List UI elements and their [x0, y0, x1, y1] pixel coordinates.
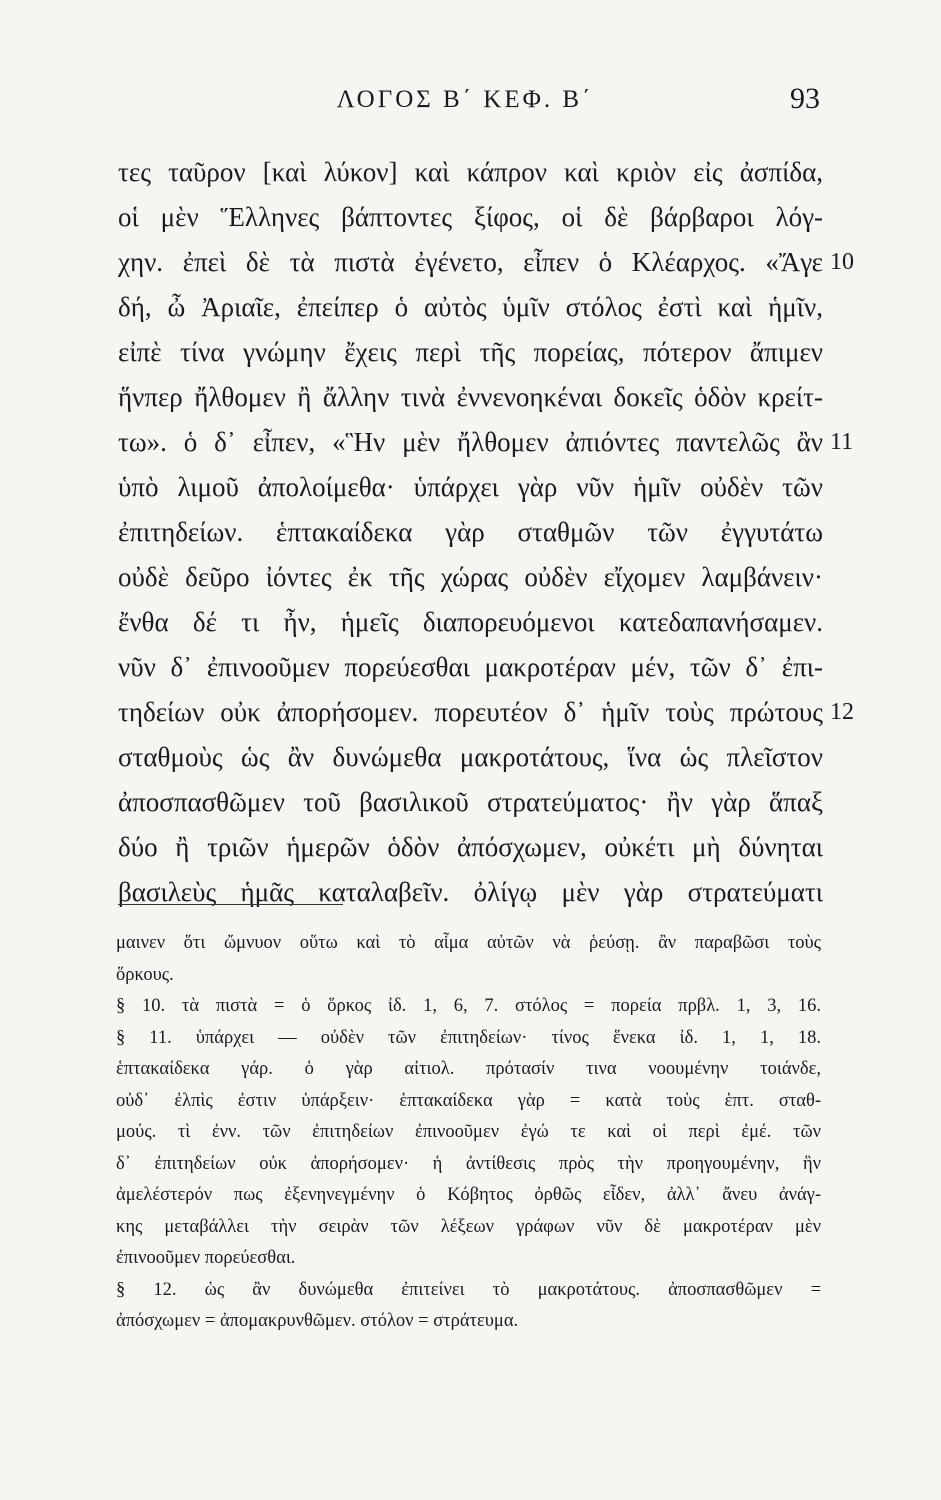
text-line-content: δύο ἢ τριῶν ἡμερῶν ὁδὸν ἀπόσχωμεν, οὐκέτι μὴ δύνηται	[118, 832, 823, 862]
text-line	[118, 510, 823, 555]
text-line-content: δή, ὦ Ἀριαῖε, ἐπείπερ ὁ αὐτὸς ὑμῖν στόλος ἐστὶ καὶ ἡμῖν,	[118, 292, 823, 322]
text-line-content: τηδείων οὐκ ἀπορήσομεν. πορευτέον δ᾽ ἡμῖν τοὺς πρώτους	[118, 697, 823, 727]
note-line: ὅρκους.	[116, 964, 174, 985]
section-number: 12	[830, 699, 854, 725]
page-number: 93	[790, 82, 820, 115]
text-line-content: βασιλεὺς ἡμᾶς καταλαβεῖν. ὀλίγῳ μὲν γὰρ στρατεύματι	[118, 877, 823, 907]
note-line: ἑπτακαίδεκα γάρ. ὁ γὰρ αἰτιολ. πρότασίν τινα νοουμένην τοιάνδε,	[116, 1059, 821, 1079]
text-line-content: οὐδὲ δεῦρο ἰόντες ἐκ τῆς χώρας οὐδὲν εἴχομεν λαμβάνειν·	[118, 562, 823, 592]
text-line-content: ὑπὸ λιμοῦ ἀπολοίμεθα· ὑπάρχει γὰρ νῦν ἡμῖν οὐδὲν τῶν	[118, 472, 823, 502]
main-text	[118, 150, 854, 915]
text-line	[118, 420, 854, 465]
note-line: μαινεν ὅτι ὤμνυον οὕτω καὶ τὸ αἷμα αὐτῶν νὰ ῥεύσῃ. ἂν παραβῶσι τοὺς	[116, 933, 821, 953]
note-line: κης μεταβάλλει τὴν σειρὰν τῶν λέξεων γράφων νῦν δὲ μακροτέραν μὲν	[116, 1216, 821, 1237]
text-line	[118, 780, 823, 825]
text-line	[118, 825, 823, 870]
text-line-content: ἔνθα δέ τι ἦν, ἡμεῖς διαπορευόμενοι κατεδαπανήσαμεν.	[118, 607, 823, 637]
text-line	[118, 690, 854, 735]
text-line	[118, 600, 823, 645]
note-line: δ᾽ ἐπιτηδείων οὐκ ἀπορήσομεν· ἡ ἀντίθεσις πρὸς τὴν προηγουμένην, ἣν	[116, 1153, 821, 1174]
section-number: 10	[830, 249, 854, 275]
text-line	[118, 285, 823, 330]
note-line: § 11. ὑπάρχει — οὐδὲν τῶν ἐπιτηδείων· τίνος ἕνεκα ἰδ. 1, 1, 18.	[116, 1027, 821, 1048]
note-line: ἐπινοοῦμεν πορεύεσθαι.	[116, 1248, 296, 1268]
commentary-notes	[116, 928, 821, 1338]
text-line-content: εἰπὲ τίνα γνώμην ἔχεις περὶ τῆς πορείας, πότερον ἄπιμεν	[118, 337, 823, 367]
text-line	[118, 150, 823, 195]
note-line: ἀμελέστερόν πως ἐξενηνεγμένην ὁ Κόβητος ὀρθῶς εἶδεν, ἀλλ᾽ ἄνευ ἀνάγ-	[116, 1185, 821, 1205]
text-line	[118, 735, 823, 780]
text-line	[118, 645, 823, 690]
note-line: § 10. τὰ πιστὰ = ὁ ὅρκος ἰδ. 1, 6, 7. στόλος = πορεία πρβλ. 1, 3, 16.	[116, 996, 821, 1016]
note-line: μούς. τὶ ἐνν. τῶν ἐπιτηδείων ἐπινοοῦμεν ἐγώ τε καὶ οἱ περὶ ἐμέ. τῶν	[116, 1122, 821, 1142]
text-line-content: σταθμοὺς ὡς ἂν δυνώμεθα μακροτάτους, ἵνα ὡς πλεῖστον	[118, 742, 823, 772]
text-line-content: ἐπιτηδείων. ἑπτακαίδεκα γὰρ σταθμῶν τῶν ἐγγυτάτω	[118, 517, 823, 547]
text-line	[118, 465, 823, 510]
text-line-content: ἀποσπασθῶμεν τοῦ βασιλικοῦ στρατεύματος· ἢν γὰρ ἅπαξ	[118, 787, 823, 817]
page-header	[110, 82, 820, 126]
text-line	[118, 375, 823, 420]
text-line-content: χην. ἐπεὶ δὲ τὰ πιστὰ ἐγένετο, εἶπεν ὁ Κλέαρχος. «Ἄγε	[118, 247, 823, 277]
text-line	[118, 555, 823, 600]
text-line	[118, 870, 823, 915]
text-line-content: τω». ὁ δ᾽ εἶπεν, «Ἣν μὲν ἤλθομεν ἀπιόντες παντελῶς ἂν	[118, 427, 823, 457]
text-line-content: ἥνπερ ἤλθομεν ἢ ἄλλην τινὰ ἐννενοηκέναι δοκεῖς ὁδὸν κρείτ-	[118, 382, 823, 412]
section-number: 11	[830, 429, 854, 455]
text-line-content: νῦν δ᾽ ἐπινοοῦμεν πορεύεσθαι μακροτέραν μέν, τῶν δ᾽ ἐπι-	[118, 652, 823, 682]
footnote-rule	[118, 904, 343, 905]
note-line: ἀπόσχωμεν = ἀπομακρυνθῶμεν. στόλον = στράτευμα.	[116, 1311, 519, 1331]
text-line-content: οἱ μὲν Ἕλληνες βάπτοντες ξίφος, οἱ δὲ βάρβαροι λόγ-	[118, 202, 823, 232]
text-line	[118, 330, 823, 375]
text-line-content: τες ταῦρον [καὶ λύκον] καὶ κάπρον καὶ κριὸν εἰς ἀσπίδα,	[118, 157, 823, 187]
text-line	[118, 195, 823, 240]
text-line	[118, 240, 854, 285]
running-head: ΛΟΓΟΣ Β΄ ΚΕΦ. Β΄	[336, 86, 594, 113]
note-line: § 12. ὡς ἂν δυνώμεθα ἐπιτείνει τὸ μακροτάτους. ἀποσπασθῶμεν =	[116, 1279, 821, 1300]
note-line: οὐδ᾽ ἐλπὶς ἐστιν ὑπάρξειν· ἑπτακαίδεκα γὰρ = κατὰ τοὺς ἑπτ. σταθ-	[116, 1090, 821, 1111]
